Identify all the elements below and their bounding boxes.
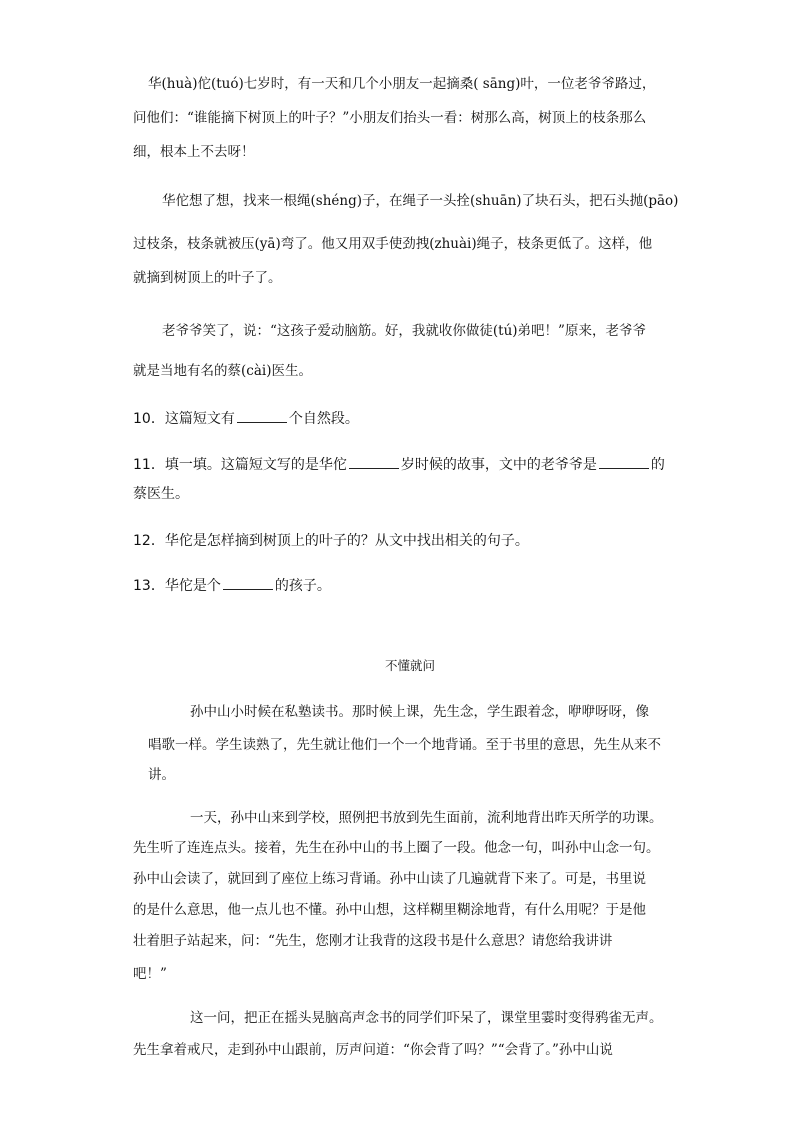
- question-12: 12．华佗是怎样摘到树顶上的叶子的？从文中找出相关的句子。: [133, 533, 529, 549]
- passage1-line-4: 华佗想了想，找来一根绳(shéng)子，在绳子一头拴(shuān)了块石头，把石头抛(pāo): [162, 193, 679, 209]
- passage2-line-2: 唱歌一样。学生读熟了，先生就让他们一个一个地背诵。至于书里的意思，先生从来不: [148, 737, 661, 753]
- question-10: [133, 408, 359, 428]
- passage2-line-8: 壮着胆子站起来，问：“先生，您刚才让我背的这段书是什么意思？请您给我讲讲: [133, 933, 613, 949]
- question-11-end: 的: [650, 457, 665, 473]
- passage1-line-5: 过枝条，枝条就被压(yā)弯了。他又用双手使劲拽(zhuài)绳子，枝条更低了。这样，他: [133, 236, 653, 252]
- question-11: [133, 454, 665, 474]
- question-13-suffix: 的孩子。: [274, 578, 331, 594]
- passage2-line-3: 讲。: [148, 767, 175, 783]
- question-13: [133, 575, 331, 595]
- passage2-line-10: 这一问，把正在摇头晃脑高声念书的同学们吓呆了，课堂里霎时变得鸦雀无声。: [190, 1010, 663, 1026]
- question-11-text: 11．填一填。这篇短文写的是华佗: [133, 457, 347, 473]
- answer-blank[interactable]: [349, 467, 399, 469]
- answer-blank[interactable]: [599, 467, 649, 469]
- answer-blank[interactable]: [237, 421, 287, 423]
- question-10-suffix: 个自然段。: [288, 411, 359, 427]
- question-11-line-2: 蔡医生。: [133, 486, 189, 502]
- passage2-line-7: 的是什么意思，他一点儿也不懂。孙中山想，这样糊里糊涂地背，有什么用呢？于是他: [133, 902, 646, 918]
- passage1-line-7: 老爷爷笑了，说：“这孩子爱动脑筋。好，我就收你做徒(tú)弟吧！”原来，老爷爷: [162, 323, 646, 339]
- passage1-line-2: 问他们：“谁能摘下树顶上的叶子？”小朋友们抬头一看：树那么高，树顶上的枝条那么: [133, 110, 647, 126]
- passage2-line-9: 吧！”: [133, 966, 167, 982]
- answer-blank[interactable]: [223, 588, 273, 590]
- question-13-text: 13．华佗是个: [133, 578, 221, 594]
- passage1-line-1: 华(huà)佗(tuó)七岁时，有一天和几个小朋友一起摘桑( sāng)叶，一位老爷爷路过，: [148, 76, 656, 92]
- passage2-line-1: 孙中山小时候在私塾读书。那时候上课，先生念，学生跟着念，咿咿呀呀，像: [190, 704, 649, 720]
- question-11-mid: 岁时候的故事，文中的老爷爷是: [400, 457, 597, 473]
- passage2-line-5: 先生听了连连点头。接着，先生在孙中山的书上圈了一段。他念一句，叫孙中山念一句。: [133, 840, 660, 856]
- passage2-line-6: 孙中山会读了，就回到了座位上练习背诵。孙中山读了几遍就背下来了。可是，书里说: [133, 871, 646, 887]
- passage1-line-3: 细，根本上不去呀！: [133, 144, 255, 160]
- passage2-line-11: 先生拿着戒尺，走到孙中山跟前，厉声问道：“你会背了吗？”“会背了。”孙中山说: [133, 1042, 613, 1058]
- passage2-title: 不懂就问: [385, 658, 436, 673]
- question-10-text: 10．这篇短文有: [133, 411, 235, 427]
- passage1-line-6: 就摘到树顶上的叶子了。: [133, 270, 282, 286]
- passage2-line-4: 一天，孙中山来到学校，照例把书放到先生面前，流利地背出昨天所学的功课。: [190, 810, 663, 826]
- passage1-line-8: 就是当地有名的蔡(cài)医生。: [133, 363, 312, 379]
